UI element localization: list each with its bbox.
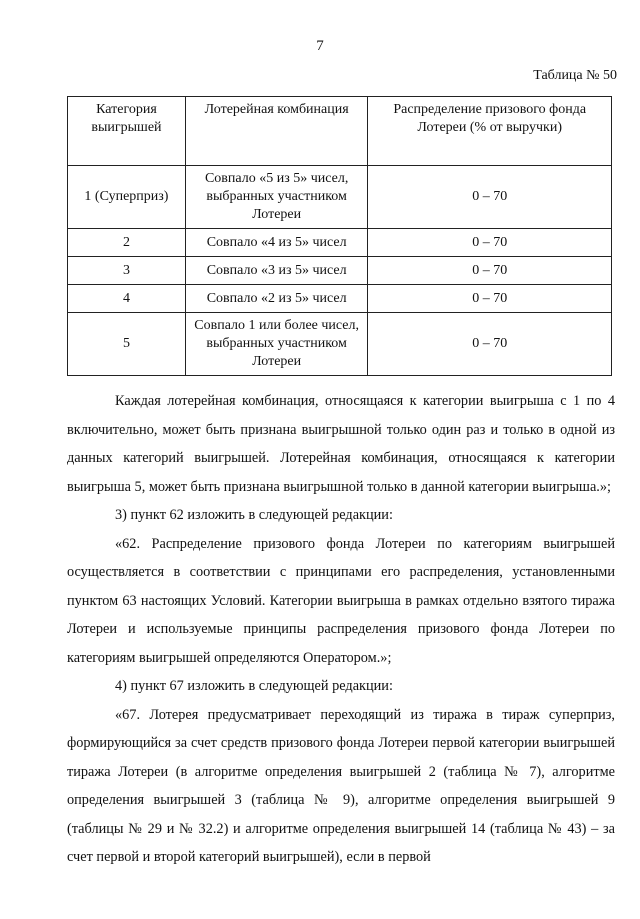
cell-category: 5 bbox=[68, 313, 186, 376]
cell-combination: Совпало 1 или более чисел, выбранных участником Лотереи bbox=[185, 313, 367, 376]
cell-distribution: 0 – 70 bbox=[368, 313, 612, 376]
paragraph-item-3: 3) пункт 62 изложить в следующей редакции: bbox=[115, 507, 393, 523]
paragraph-clause-67: «67. Лотерея предусматривает переходящий из тиража в тираж суперприз, формирующийся за счет средств призового фонда Лотереи первой категории выигрышей тиража Лотереи (в алгоритме определения выигрышей 2 (таблица № 7), алгоритме определения выигрышей 3 (таблица № 9), алгоритме определения выигрышей 9 (таблицы № 29 и № 32.2) и алгоритме определения выигрышей 14 (таблица № 43) – за счет первой и второй категорий выигрышей), если в первой bbox=[67, 706, 615, 865]
cell-category: 1 (Суперприз) bbox=[68, 166, 186, 229]
paragraph-item-4: 4) пункт 67 изложить в следующей редакции: bbox=[115, 678, 393, 694]
paragraph-clause-62: «62. Распределение призового фонда Лотереи по категориям выигрышей осуществляется в соответствии с принципами его распределения, установленными пунктом 63 настоящих Условий. Категории выигрыша в рамках отдельно взятого тиража Лотереи и используемые принципы распределения призового фонда Лотереи по категориям выигрышей определяются Оператором.»; bbox=[67, 535, 615, 666]
cell-category: 3 bbox=[68, 257, 186, 285]
table-row bbox=[68, 229, 612, 257]
cell-category: 4 bbox=[68, 285, 186, 313]
cell-distribution: 0 – 70 bbox=[368, 285, 612, 313]
page-number: 7 bbox=[316, 38, 324, 54]
cell-category: 2 bbox=[68, 229, 186, 257]
table-row bbox=[68, 285, 612, 313]
cell-distribution: 0 – 70 bbox=[368, 257, 612, 285]
cell-distribution: 0 – 70 bbox=[368, 166, 612, 229]
cell-distribution: 0 – 70 bbox=[368, 229, 612, 257]
table-row bbox=[68, 257, 612, 285]
paragraph-winning-combination: Каждая лотерейная комбинация, относящаяся к категории выигрыша с 1 по 4 включительно, может быть признана выигрышной только один раз и только в одной из данных категорий выигрышей. Лотерейная комбинация, относящаяся к категории выигрыша 5, может быть признана выигрышной только в данной категории выигрыша.»; bbox=[67, 393, 615, 495]
header-category: Категория выигрышей bbox=[68, 97, 186, 166]
table-row bbox=[68, 313, 612, 376]
table-caption: Таблица № 50 bbox=[533, 68, 617, 83]
cell-combination: Совпало «4 из 5» чисел bbox=[185, 229, 367, 257]
prize-distribution-table bbox=[67, 96, 612, 376]
table-row bbox=[68, 166, 612, 229]
cell-combination: Совпало «5 из 5» чисел, выбранных участником Лотереи bbox=[185, 166, 367, 229]
cell-combination: Совпало «2 из 5» чисел bbox=[185, 285, 367, 313]
table-header-row bbox=[68, 97, 612, 166]
body-text bbox=[67, 387, 615, 872]
header-combination: Лотерейная комбинация bbox=[185, 97, 367, 166]
header-distribution: Распределение призового фонда Лотереи (% от выручки) bbox=[368, 97, 612, 166]
cell-combination: Совпало «3 из 5» чисел bbox=[185, 257, 367, 285]
